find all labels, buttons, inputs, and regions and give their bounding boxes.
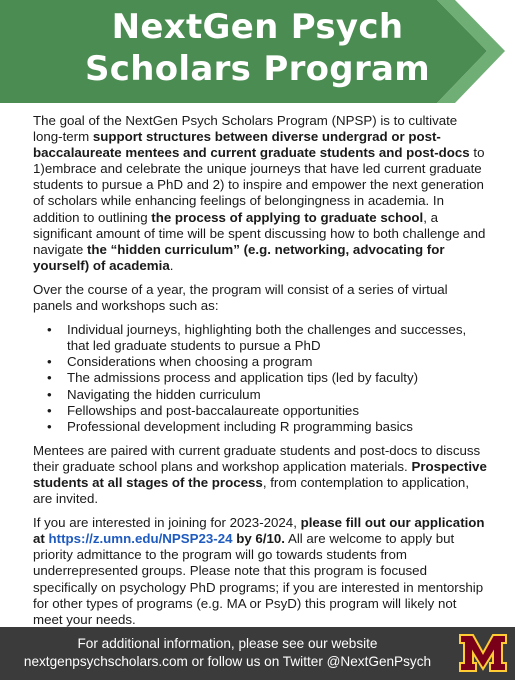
intro-paragraph: [33, 113, 487, 274]
list-item: • The admissions process and application tips (led by faculty): [33, 370, 487, 386]
apply-bold-1: please fill out our application at: [33, 515, 485, 547]
intro-text-1: The goal of the NextGen Psych Scholars Program (NPSP) is to cultivate long-term: [33, 113, 458, 145]
apply-text-1: If you are interested in joining for 2023-2024,: [33, 515, 301, 531]
apply-bold-2: by 6/10.: [232, 531, 285, 547]
mentees-text-1: Mentees are paired with current graduate students and post-docs to discuss their graduate school plans and workshop application materials.: [33, 442, 481, 474]
list-item: • Individual journeys, highlighting both the challenges and successes, that led graduate students to pursue a PhD: [33, 322, 487, 354]
flyer-body: [33, 113, 487, 636]
title-line-1: NextGen Psych: [111, 7, 404, 47]
mentees-bold-1: Prospective students at all stages of the process: [33, 458, 487, 490]
apply-text-2: All are welcome to apply but priority admittance to the program will go towards students from underrepresented groups. Please note that this program is focused specifically on psychology PhD programs; if you are interested in mentorship for other types of programs (e.g. MA or PsyD) this program will likely not meet your needs.: [33, 531, 484, 627]
apply-paragraph: [33, 515, 487, 628]
intro-text-4: .: [169, 257, 174, 273]
overview-paragraph: Over the course of a year, the program will consist of a series of virtual panels and workshops such as:: [33, 281, 448, 314]
university-m-logo-icon: [458, 631, 508, 675]
list-item: • Navigating the hidden curriculum: [33, 387, 487, 403]
footer-line-1: For additional information, please see our website: [77, 636, 378, 651]
application-link[interactable]: https://z.umn.edu/NPSP23-24: [48, 531, 233, 547]
title-line-2: Scholars Program: [85, 49, 430, 89]
page-title: [40, 6, 475, 90]
footer-bar: [0, 627, 515, 680]
mentees-paragraph: [33, 443, 487, 507]
title-banner: [0, 0, 515, 103]
mentees-text-2: , from contemplation to application, are invited.: [33, 474, 470, 507]
topics-list: [33, 322, 487, 435]
footer-text: [0, 635, 455, 671]
intro-text-2: to 1)embrace and celebrate the unique journeys that have led current graduate students to pursue a PhD and 2) to inspire and empower the next generation of scholars while enhancing feelings of belongingness in academia. In addition to outlining: [33, 145, 485, 225]
list-item: • Fellowships and post-baccalaureate opportunities: [33, 403, 487, 419]
list-item: • Considerations when choosing a program: [33, 354, 487, 370]
footer-line-2[interactable]: nextgenpsychscholars.com or follow us on Twitter @NextGenPsych: [23, 654, 432, 669]
intro-bold-2: the process of applying to graduate school: [151, 209, 424, 225]
intro-bold-3: the “hidden curriculum” (e.g. networking, advocating for yourself) of academia: [33, 241, 445, 273]
intro-text-3: , a significant amount of time will be spent discussing how to both challenge and navigate: [33, 209, 486, 257]
intro-bold-1: support structures between diverse undergrad or post-baccalaureate mentees and current graduate students and post-docs: [33, 129, 470, 161]
list-item: • Professional development including R programming basics: [33, 419, 487, 435]
